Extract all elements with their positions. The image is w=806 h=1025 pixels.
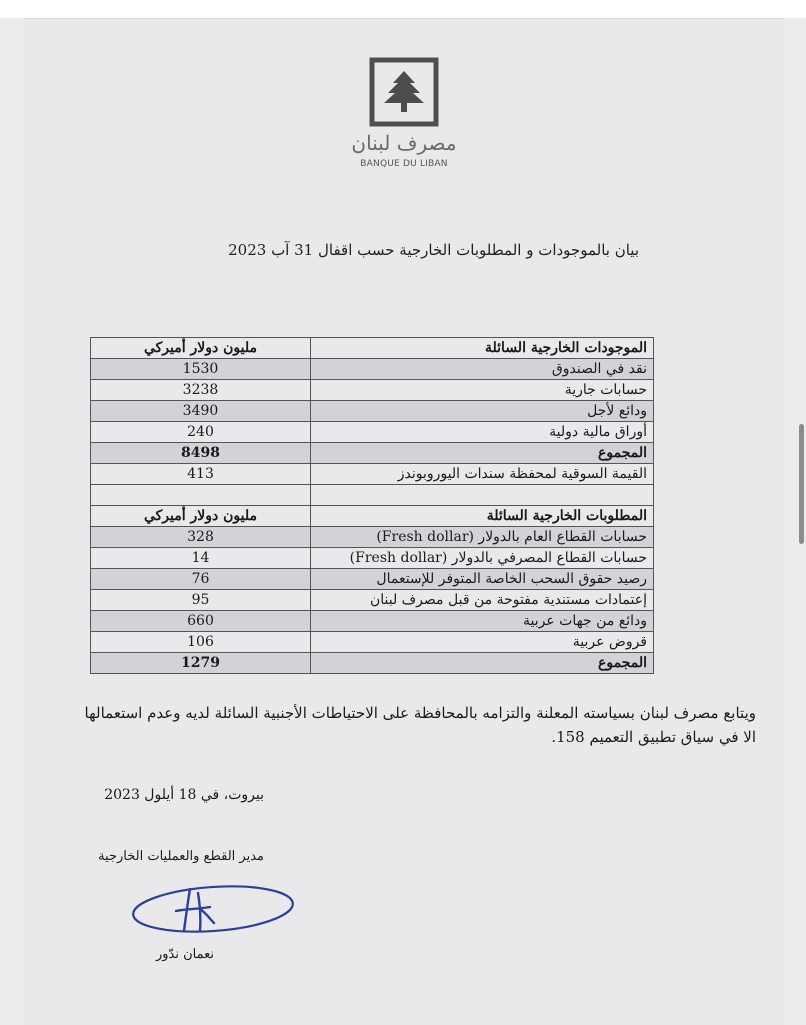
total-label: المجموع [311,443,654,464]
table-row [91,401,654,422]
assets-header-row [91,338,654,359]
total-value: 1279 [91,653,311,674]
total-value: 8498 [91,443,311,464]
row-value: 413 [91,464,311,485]
liabilities-header-label: المطلوبات الخارجية السائلة [311,506,654,527]
row-value: 106 [91,632,311,653]
row-label: القيمة السوقية لمحفظة سندات اليوروبوندز [311,464,654,485]
table-row [91,380,654,401]
liabilities-total-row [91,653,654,674]
table-row [91,422,654,443]
row-label: قروض عربية [311,632,654,653]
row-label: ودائع لأجل [311,401,654,422]
document-title: بيان بالموجودات و المطلوبات الخارجية حسب اقفال 31 آب 2023 [228,241,639,259]
assets-total-row [91,443,654,464]
cedar-tree-icon [369,57,439,127]
row-value: 14 [91,548,311,569]
row-label: حسابات جارية [311,380,654,401]
table-row [91,590,654,611]
table-row [91,569,654,590]
table-row [91,632,654,653]
table-row [91,359,654,380]
statement-paragraph: ويتابع مصرف لبنان بسياسته المعلنة والتزامه بالمحافظة على الاحتياطات الأجنبية السائلة لديه وعدم استعمالها الا في سياق تطبيق التعميم 158. [84,704,756,746]
assets-header-unit: مليون دولار أميركي [91,338,311,359]
signature-mark [128,879,298,943]
table-row [91,527,654,548]
row-label: نقد في الصندوق [311,359,654,380]
row-label: إعتمادات مستندية مفتوحة من قبل مصرف لبنان [311,590,654,611]
department-title: مدير القطع والعمليات الخارجية [98,849,264,864]
assets-liabilities-table [90,337,654,674]
row-label: رصيد حقوق السحب الخاصة المتوفر للإستعمال [311,569,654,590]
row-label: أوراق مالية دولية [311,422,654,443]
bank-name-french: BANQUE DU LIBAN [360,159,448,169]
date-line: بيروت، في 18 أيلول 2023 [104,787,264,803]
row-value: 240 [91,422,311,443]
total-label: المجموع [311,653,654,674]
table-row [91,548,654,569]
liabilities-header-row [91,506,654,527]
assets-header-label: الموجودات الخارجية السائلة [311,338,654,359]
row-value: 3238 [91,380,311,401]
top-bar [0,0,806,18]
row-label: ودائع من جهات عربية [311,611,654,632]
eurobond-row [91,464,654,485]
row-value: 328 [91,527,311,548]
table-row [91,611,654,632]
row-value: 660 [91,611,311,632]
spacer-row [91,485,654,506]
document-page [24,18,784,1025]
scrollbar-thumb[interactable] [799,424,804,544]
row-value: 95 [91,590,311,611]
row-label: حسابات القطاع العام بالدولار (Fresh dollar) [311,527,654,548]
liabilities-header-unit: مليون دولار أميركي [91,506,311,527]
signer-name: نعمان ندّور [155,947,214,962]
row-value: 1530 [91,359,311,380]
row-value: 76 [91,569,311,590]
row-label: حسابات القطاع المصرفي بالدولار (Fresh dollar) [311,548,654,569]
row-value: 3490 [91,401,311,422]
bank-name-arabic: مصرف لبنان [351,131,457,155]
